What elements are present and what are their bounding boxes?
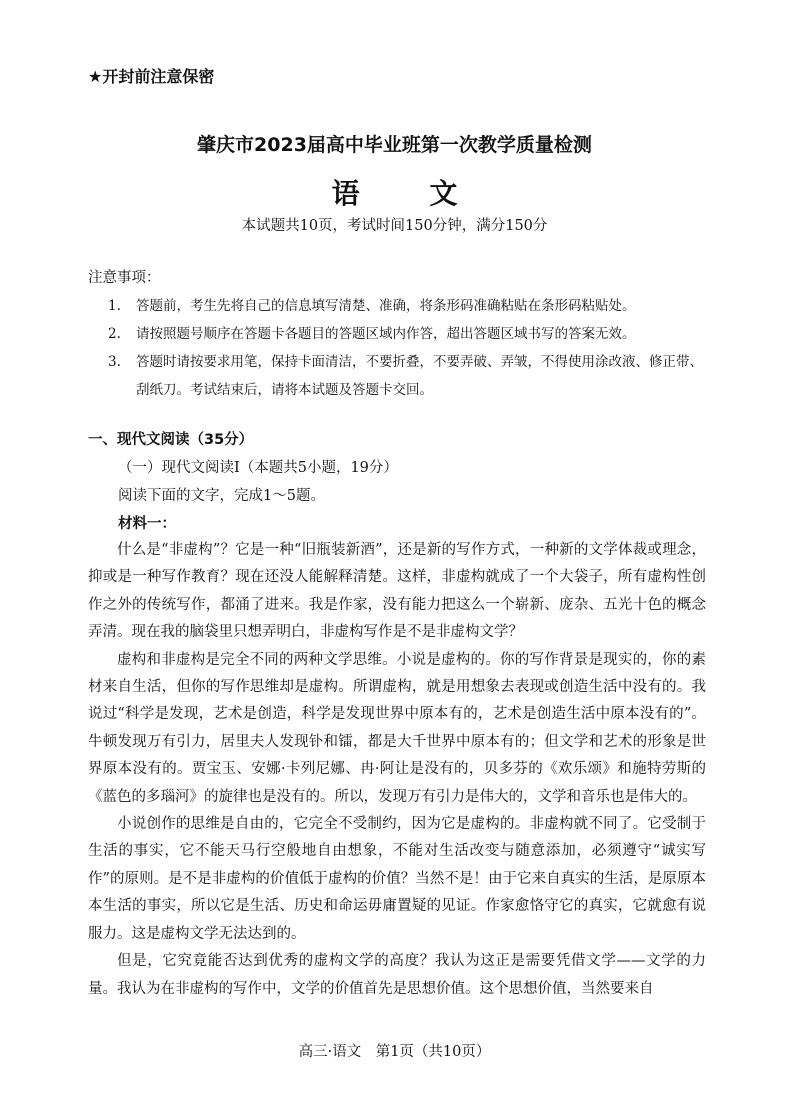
reading-instruction: 阅读下面的文字，完成1～5题。 xyxy=(118,488,325,504)
note-item xyxy=(108,292,708,320)
note-number: 2. xyxy=(108,326,121,342)
confidential-notice: ★开封前注意保密 xyxy=(88,67,215,86)
subject-text: 语 文 xyxy=(331,177,488,210)
exam-info: 本试题共10页，考试时间150分钟，满分150分 xyxy=(241,218,548,234)
section-heading: 一、现代文阅读（35分） xyxy=(88,432,254,448)
note-text: 答题前，考生先将自己的信息填写清楚、准确，将条形码准确粘贴在条形码粘贴处。 xyxy=(136,298,636,314)
passage-paragraph: 虚构和非虚构是完全不同的两种文学思维。小说是虚构的。你的写作背景是现实的，你的素材来自生活，但你的写作思维却是虚构。所谓虚构，就是用想象去表现或创造生活中没有的。我说过“科学是发现，艺术是创造，科学是发现世界中原本有的，艺术是创造生活中原本没有的”。牛顿发现万有引力，居里夫人发现钋和镭，都是大千世界中原本有的；但文学和艺术的形象是世界原本没有的。贾宝玉、安娜·卡列尼娜、冉·阿让是没有的，贝多芬的《欢乐颂》和施特劳斯的《蓝色的多瑙河》的旋律也是没有的。所以，发现万有引力是伟大的，文学和音乐也是伟大的。 xyxy=(88,651,706,805)
note-number: 3. xyxy=(108,354,121,370)
passage-body xyxy=(88,537,706,1003)
page-footer: 高三·语文 第1页（共10页） xyxy=(298,1044,491,1060)
note-item xyxy=(108,348,708,404)
exam-title: 肇庆市2023届高中毕业班第一次教学质量检测 xyxy=(197,134,592,156)
subject-title xyxy=(0,172,789,212)
note-text: 请按照题号顺序在答题卡各题目的答题区域内作答，超出答题区域书写的答案无效。 xyxy=(136,326,636,342)
note-item xyxy=(108,320,708,348)
passage-paragraph: 什么是“非虚构”？它是一种“旧瓶装新酒”，还是新的写作方式，一种新的文学体裁或理念，抑或是一种写作教育？现在还没人能解释清楚。这样，非虚构就成了一个大袋子，所有虚构性创作之外的传统写作，都涌了进来。我是作家，没有能力把这么一个崭新、庞杂、五光十色的概念弄清。现在我的脑袋里只想弄明白，非虚构写作是不是非虚构文学？ xyxy=(88,542,706,641)
notes-heading: 注意事项： xyxy=(88,270,161,286)
note-text: 答题时请按要求用笔，保持卡面清洁，不要折叠，不要弄破、弄皱，不得使用涂改液、修正带、刮纸刀。考试结束后，请将本试题及答题卡交回。 xyxy=(136,354,703,398)
subsection-heading: （一）现代文阅读Ⅰ（本题共5小题，19分） xyxy=(118,460,398,476)
passage-paragraph: 小说创作的思维是自由的，它完全不受制约，因为它是虚构的。非虚构就不同了。它受制于生活的事实，它不能天马行空般地自由想象，不能对生活改变与随意添加，必须遵守“诚实写作”的原则。是不是非虚构的价值低于虚构的价值？当然不是！由于它来自真实的生活，是原原本本生活的事实，所以它是生活、历史和命运毋庸置疑的见证。作家愈恪守它的真实，它就愈有说服力。这是虚构文学无法达到的。 xyxy=(88,816,706,942)
notes-list xyxy=(108,292,708,404)
material-label: 材料一： xyxy=(118,516,176,532)
note-number: 1. xyxy=(108,298,121,314)
passage-paragraph: 但是，它究竟能否达到优秀的虚构文学的高度？我认为这正是需要凭借文学——文学的力量。我认为在非虚构的写作中，文学的价值首先是思想价值。这个思想价值，当然要来自 xyxy=(88,953,706,997)
